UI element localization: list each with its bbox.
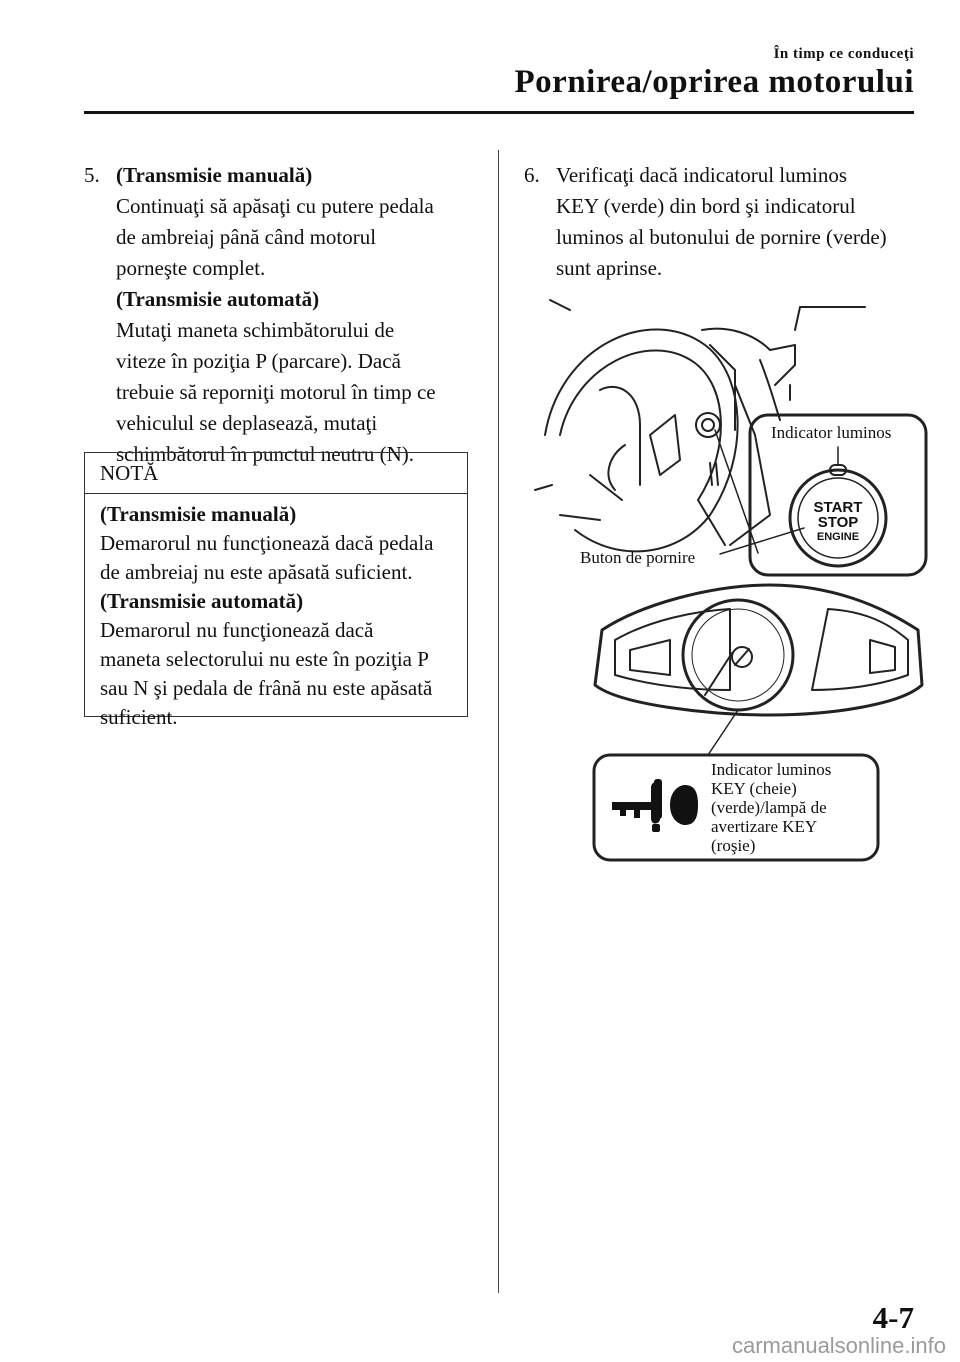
note-auto-heading: (Transmisie automată) — [100, 589, 304, 613]
step-5-auto-line: vehiculul se deplasează, mutaţi — [116, 411, 378, 435]
key-indicator-line: (roşie) — [711, 836, 756, 855]
note-manual-line: Demarorul nu funcţionează dacă pedala — [100, 531, 434, 555]
step-6-line: KEY (verde) din bord şi indicatorul — [556, 194, 856, 218]
step-6-line: Verificaţi dacă indicatorul luminos — [556, 163, 847, 187]
key-warning-icon — [612, 779, 698, 832]
start-button-label: Buton de pornire — [580, 548, 696, 567]
step-5-manual-line: de ambreiaj până când motorul — [116, 225, 377, 249]
note-title: NOTĂ — [85, 453, 467, 494]
note-auto-line: suficient. — [100, 705, 178, 729]
page-title: Pornirea/oprirea motorului — [514, 64, 914, 100]
key-indicator-line: Indicator luminos — [711, 760, 832, 779]
step-5-manual-line: porneşte complet. — [116, 256, 266, 280]
step-5-auto-line: viteze în poziţia P (parcare). Dacă — [116, 349, 401, 373]
note-auto-line: Demarorul nu funcţionează dacă — [100, 618, 374, 642]
step-5-number: 5. — [84, 163, 100, 187]
note-manual-heading: (Transmisie manuală) — [100, 502, 297, 526]
step-5-auto-line: schimbătorul în punctul neutru (N). — [116, 442, 415, 466]
step-5-manual-heading: (Transmisie manuală) — [116, 163, 313, 187]
step-5-auto-heading: (Transmisie automată) — [116, 287, 320, 311]
button-stop-text: STOP — [817, 514, 859, 531]
key-indicator-line: avertizare KEY — [711, 817, 818, 836]
step-5-auto-line: trebuie să reporniţi motorul în timp ce — [116, 380, 436, 404]
instrument-cluster-illustration — [595, 585, 922, 755]
note-box — [84, 452, 468, 729]
watermark: carmanualsonline.info — [731, 1333, 946, 1358]
button-start-text: START — [813, 499, 863, 516]
header-rule — [84, 111, 914, 114]
step-5 — [84, 160, 468, 470]
button-engine-text: ENGINE — [816, 531, 860, 543]
section-header: În timp ce conduceţi — [773, 46, 914, 62]
page-number: 4-7 — [872, 1300, 914, 1335]
note-manual-line: de ambreiaj nu este apăsată suficient. — [100, 560, 413, 584]
step-6-line: sunt aprinse. — [556, 256, 663, 280]
key-indicator-label — [711, 760, 831, 855]
key-indicator-line: (verde)/lampă de — [711, 798, 827, 817]
note-auto-line: sau N şi pedala de frână nu este apăsată — [100, 676, 433, 700]
key-indicator-line: KEY (cheie) — [711, 779, 797, 798]
column-divider — [498, 150, 499, 1293]
step-5-auto-line: Mutaţi maneta schimbătorului de — [116, 318, 395, 342]
note-auto-line: maneta selectorului nu este în poziţia P — [100, 647, 429, 671]
step-5-manual-line: Continuaţi să apăsaţi cu putere pedala — [116, 194, 434, 218]
step-6 — [524, 160, 924, 284]
indicator-light-label: Indicator luminos — [771, 423, 892, 442]
step-6-line: luminos al butonului de pornire (verde) — [556, 225, 887, 249]
step-6-number: 6. — [524, 163, 540, 187]
